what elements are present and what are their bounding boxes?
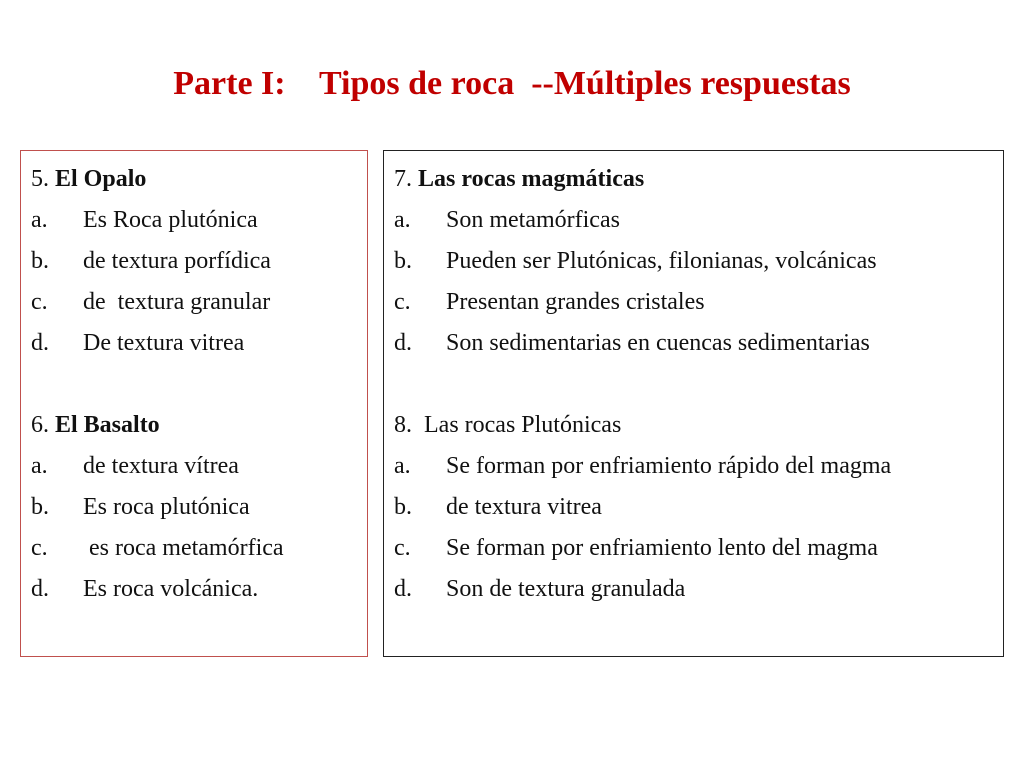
- option-5a: [31, 200, 363, 241]
- option-6c: [31, 528, 363, 569]
- option-5c: [31, 282, 363, 323]
- option-text: Es roca plutónica: [83, 494, 250, 520]
- option-letter: d.: [394, 576, 412, 602]
- question-6: [31, 405, 363, 446]
- option-text: De textura vitrea: [83, 330, 245, 356]
- option-letter: d.: [31, 330, 49, 356]
- left-question-box: [20, 150, 368, 657]
- option-text: Presentan grandes cristales: [446, 289, 705, 315]
- option-6b: [31, 487, 363, 528]
- question-number: 6.: [31, 412, 49, 438]
- question-text: El Opalo: [55, 166, 147, 192]
- option-8d: [394, 569, 999, 610]
- option-letter: d.: [31, 576, 49, 602]
- option-text: Es roca volcánica.: [83, 576, 259, 602]
- option-text: Pueden ser Plutónicas, filonianas, volcánicas: [446, 248, 877, 274]
- option-letter: c.: [394, 289, 411, 315]
- question-text: Las rocas magmáticas: [418, 166, 645, 192]
- option-letter: c.: [31, 535, 48, 561]
- question-number: 7.: [394, 166, 412, 192]
- option-letter: a.: [31, 207, 48, 233]
- option-text: de textura porfídica: [83, 248, 271, 274]
- option-letter: c.: [31, 289, 48, 315]
- option-letter: b.: [394, 494, 412, 520]
- option-8b: [394, 487, 999, 528]
- option-text: de textura vítrea: [83, 453, 239, 479]
- page-title: Parte I: Tipos de roca --Múltiples respuestas: [173, 65, 851, 102]
- option-text: de textura granular: [83, 289, 271, 315]
- option-6d: [31, 569, 363, 610]
- option-text: Son de textura granulada: [446, 576, 686, 602]
- option-text: de textura vitrea: [446, 494, 602, 520]
- option-7b: [394, 241, 999, 282]
- question-5: [31, 159, 363, 200]
- option-letter: b.: [31, 248, 49, 274]
- option-8c: [394, 528, 999, 569]
- option-letter: d.: [394, 330, 412, 356]
- option-letter: a.: [394, 207, 411, 233]
- right-question-box: [383, 150, 1004, 657]
- option-letter: b.: [31, 494, 49, 520]
- option-text: es roca metamórfica: [83, 535, 284, 561]
- option-text: Se forman por enfriamiento lento del magma: [446, 535, 878, 561]
- question-text: El Basalto: [55, 412, 160, 438]
- question-8: [394, 405, 999, 446]
- option-letter: a.: [394, 453, 411, 479]
- option-8a: [394, 446, 999, 487]
- question-7: [394, 159, 999, 200]
- spacer: [394, 364, 999, 405]
- option-7d: [394, 323, 999, 364]
- option-5b: [31, 241, 363, 282]
- option-text: Son metamórficas: [446, 207, 620, 233]
- option-7a: [394, 200, 999, 241]
- question-number: 8.: [394, 412, 418, 438]
- question-number: 5.: [31, 166, 49, 192]
- option-6a: [31, 446, 363, 487]
- option-letter: b.: [394, 248, 412, 274]
- spacer: [31, 364, 363, 405]
- option-text: Es Roca plutónica: [83, 207, 258, 233]
- option-letter: a.: [31, 453, 48, 479]
- option-5d: [31, 323, 363, 364]
- option-text: Se forman por enfriamiento rápido del magma: [446, 453, 892, 479]
- option-text: Son sedimentarias en cuencas sedimentarias: [446, 330, 870, 356]
- option-letter: c.: [394, 535, 411, 561]
- option-7c: [394, 282, 999, 323]
- question-text: Las rocas Plutónicas: [424, 412, 622, 438]
